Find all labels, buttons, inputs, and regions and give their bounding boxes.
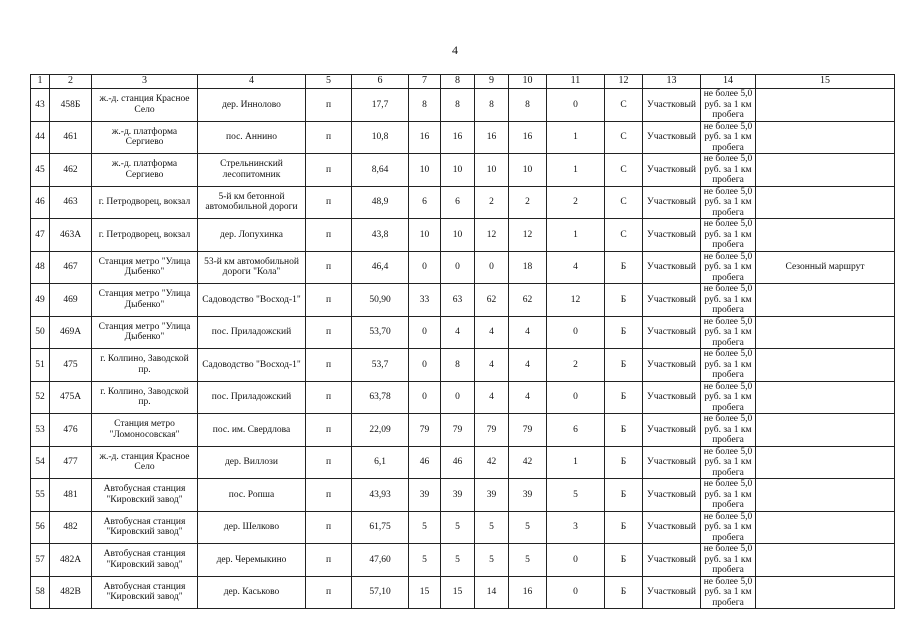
column-8-cell: 8 xyxy=(441,349,475,382)
tariff-cell: не более 5,0 руб. за 1 км пробега xyxy=(701,381,756,414)
routes-table xyxy=(30,74,895,609)
type-cell: п xyxy=(306,251,352,284)
table-row xyxy=(31,154,895,187)
column-10-cell: 2 xyxy=(509,186,547,219)
row-number-cell: 54 xyxy=(31,446,50,479)
route-number-cell: 469А xyxy=(50,316,92,349)
start-point-cell: г. Колпино, Заводской пр. xyxy=(92,381,198,414)
route-number-cell: 475А xyxy=(50,381,92,414)
table-row xyxy=(31,381,895,414)
note-cell xyxy=(756,414,895,447)
column-9-cell: 5 xyxy=(475,544,509,577)
route-number-cell: 476 xyxy=(50,414,92,447)
tariff-cell: не более 5,0 руб. за 1 км пробега xyxy=(701,154,756,187)
note-cell xyxy=(756,284,895,317)
column-7-cell: 16 xyxy=(409,121,441,154)
column-8-cell: 4 xyxy=(441,316,475,349)
length-cell: 8,64 xyxy=(352,154,409,187)
column-10-cell: 18 xyxy=(509,251,547,284)
start-point-cell: Станция метро "Улица Дыбенко" xyxy=(92,284,198,317)
column-8-cell: 15 xyxy=(441,576,475,609)
route-number-cell: 461 xyxy=(50,121,92,154)
note-cell xyxy=(756,576,895,609)
class-cell: Б xyxy=(605,316,643,349)
route-number-cell: 482 xyxy=(50,511,92,544)
type-cell: п xyxy=(306,154,352,187)
route-kind-cell: Участковый xyxy=(643,576,701,609)
note-cell xyxy=(756,479,895,512)
length-cell: 57,10 xyxy=(352,576,409,609)
table-row xyxy=(31,479,895,512)
note-cell xyxy=(756,544,895,577)
length-cell: 22,09 xyxy=(352,414,409,447)
tariff-cell: не более 5,0 руб. за 1 км пробега xyxy=(701,479,756,512)
column-9-cell: 10 xyxy=(475,154,509,187)
header-row xyxy=(31,75,895,89)
column-7-cell: 33 xyxy=(409,284,441,317)
column-11-cell: 1 xyxy=(547,121,605,154)
type-cell: п xyxy=(306,219,352,252)
type-cell: п xyxy=(306,121,352,154)
header-cell: 13 xyxy=(643,75,701,89)
tariff-cell: не более 5,0 руб. за 1 км пробега xyxy=(701,544,756,577)
column-8-cell: 39 xyxy=(441,479,475,512)
row-number-cell: 51 xyxy=(31,349,50,382)
length-cell: 17,7 xyxy=(352,89,409,122)
type-cell: п xyxy=(306,544,352,577)
column-7-cell: 5 xyxy=(409,511,441,544)
length-cell: 6,1 xyxy=(352,446,409,479)
column-8-cell: 0 xyxy=(441,251,475,284)
header-cell: 4 xyxy=(198,75,306,89)
row-number-cell: 52 xyxy=(31,381,50,414)
class-cell: Б xyxy=(605,381,643,414)
end-point-cell: дер. Виллози xyxy=(198,446,306,479)
row-number-cell: 44 xyxy=(31,121,50,154)
route-number-cell: 469 xyxy=(50,284,92,317)
column-10-cell: 42 xyxy=(509,446,547,479)
row-number-cell: 49 xyxy=(31,284,50,317)
end-point-cell: Садоводство "Восход-1" xyxy=(198,349,306,382)
class-cell: С xyxy=(605,154,643,187)
start-point-cell: Автобусная станция "Кировский завод" xyxy=(92,576,198,609)
route-number-cell: 458Б xyxy=(50,89,92,122)
column-9-cell: 39 xyxy=(475,479,509,512)
end-point-cell: Стрельнинский лесопитомник xyxy=(198,154,306,187)
start-point-cell: Станция метро "Улица Дыбенко" xyxy=(92,251,198,284)
column-11-cell: 4 xyxy=(547,251,605,284)
header-cell: 8 xyxy=(441,75,475,89)
route-number-cell: 475 xyxy=(50,349,92,382)
route-kind-cell: Участковый xyxy=(643,511,701,544)
end-point-cell: 5-й км бетонной автомобильной дороги xyxy=(198,186,306,219)
route-number-cell: 482В xyxy=(50,576,92,609)
column-7-cell: 10 xyxy=(409,219,441,252)
row-number-cell: 56 xyxy=(31,511,50,544)
column-10-cell: 4 xyxy=(509,316,547,349)
row-number-cell: 50 xyxy=(31,316,50,349)
start-point-cell: ж.-д. платформа Сергиево xyxy=(92,154,198,187)
route-kind-cell: Участковый xyxy=(643,414,701,447)
column-9-cell: 79 xyxy=(475,414,509,447)
header-cell: 2 xyxy=(50,75,92,89)
note-cell xyxy=(756,89,895,122)
table-row xyxy=(31,511,895,544)
note-cell xyxy=(756,186,895,219)
length-cell: 43,8 xyxy=(352,219,409,252)
column-10-cell: 16 xyxy=(509,576,547,609)
header-cell: 10 xyxy=(509,75,547,89)
tariff-cell: не более 5,0 руб. за 1 км пробега xyxy=(701,511,756,544)
column-11-cell: 1 xyxy=(547,154,605,187)
column-8-cell: 5 xyxy=(441,511,475,544)
column-11-cell: 2 xyxy=(547,186,605,219)
page-number: 4 xyxy=(452,43,458,57)
column-9-cell: 4 xyxy=(475,381,509,414)
table-row xyxy=(31,576,895,609)
route-kind-cell: Участковый xyxy=(643,316,701,349)
route-kind-cell: Участковый xyxy=(643,251,701,284)
class-cell: Б xyxy=(605,284,643,317)
route-kind-cell: Участковый xyxy=(643,186,701,219)
table-row xyxy=(31,446,895,479)
length-cell: 47,60 xyxy=(352,544,409,577)
route-kind-cell: Участковый xyxy=(643,284,701,317)
row-number-cell: 55 xyxy=(31,479,50,512)
header-cell: 6 xyxy=(352,75,409,89)
column-8-cell: 16 xyxy=(441,121,475,154)
end-point-cell: дер. Шелково xyxy=(198,511,306,544)
class-cell: С xyxy=(605,89,643,122)
header-cell: 7 xyxy=(409,75,441,89)
length-cell: 61,75 xyxy=(352,511,409,544)
table-row xyxy=(31,251,895,284)
length-cell: 46,4 xyxy=(352,251,409,284)
class-cell: С xyxy=(605,121,643,154)
route-kind-cell: Участковый xyxy=(643,381,701,414)
column-11-cell: 1 xyxy=(547,446,605,479)
end-point-cell: пос. Аннино xyxy=(198,121,306,154)
column-11-cell: 0 xyxy=(547,576,605,609)
header-cell: 3 xyxy=(92,75,198,89)
end-point-cell: дер. Каськово xyxy=(198,576,306,609)
column-10-cell: 62 xyxy=(509,284,547,317)
column-10-cell: 8 xyxy=(509,89,547,122)
end-point-cell: пос. Приладожский xyxy=(198,381,306,414)
tariff-cell: не более 5,0 руб. за 1 км пробега xyxy=(701,284,756,317)
column-10-cell: 39 xyxy=(509,479,547,512)
start-point-cell: Автобусная станция "Кировский завод" xyxy=(92,511,198,544)
column-9-cell: 12 xyxy=(475,219,509,252)
row-number-cell: 43 xyxy=(31,89,50,122)
end-point-cell: Садоводство "Восход-1" xyxy=(198,284,306,317)
column-11-cell: 6 xyxy=(547,414,605,447)
route-number-cell: 467 xyxy=(50,251,92,284)
tariff-cell: не более 5,0 руб. за 1 км пробега xyxy=(701,576,756,609)
route-kind-cell: Участковый xyxy=(643,544,701,577)
table-row xyxy=(31,121,895,154)
column-7-cell: 46 xyxy=(409,446,441,479)
column-9-cell: 62 xyxy=(475,284,509,317)
column-10-cell: 4 xyxy=(509,349,547,382)
column-9-cell: 4 xyxy=(475,316,509,349)
column-10-cell: 5 xyxy=(509,511,547,544)
end-point-cell: дер. Лопухинка xyxy=(198,219,306,252)
class-cell: Б xyxy=(605,251,643,284)
note-cell xyxy=(756,446,895,479)
note-cell xyxy=(756,154,895,187)
class-cell: Б xyxy=(605,349,643,382)
start-point-cell: ж.-д. станция Красное Село xyxy=(92,89,198,122)
route-number-cell: 481 xyxy=(50,479,92,512)
column-7-cell: 15 xyxy=(409,576,441,609)
table-row xyxy=(31,349,895,382)
column-9-cell: 16 xyxy=(475,121,509,154)
column-9-cell: 5 xyxy=(475,511,509,544)
length-cell: 53,7 xyxy=(352,349,409,382)
route-kind-cell: Участковый xyxy=(643,219,701,252)
type-cell: п xyxy=(306,511,352,544)
column-9-cell: 14 xyxy=(475,576,509,609)
column-7-cell: 39 xyxy=(409,479,441,512)
column-7-cell: 6 xyxy=(409,186,441,219)
column-11-cell: 0 xyxy=(547,381,605,414)
type-cell: п xyxy=(306,316,352,349)
column-8-cell: 10 xyxy=(441,219,475,252)
table-row xyxy=(31,219,895,252)
note-cell: Сезонный маршрут xyxy=(756,251,895,284)
end-point-cell: дер. Черемыкино xyxy=(198,544,306,577)
route-number-cell: 477 xyxy=(50,446,92,479)
start-point-cell: Станция метро "Ломоносовская" xyxy=(92,414,198,447)
column-7-cell: 0 xyxy=(409,381,441,414)
header-cell: 5 xyxy=(306,75,352,89)
type-cell: п xyxy=(306,284,352,317)
column-9-cell: 0 xyxy=(475,251,509,284)
class-cell: Б xyxy=(605,414,643,447)
column-10-cell: 79 xyxy=(509,414,547,447)
column-11-cell: 2 xyxy=(547,349,605,382)
column-11-cell: 0 xyxy=(547,316,605,349)
note-cell xyxy=(756,511,895,544)
column-7-cell: 8 xyxy=(409,89,441,122)
table-row xyxy=(31,414,895,447)
row-number-cell: 47 xyxy=(31,219,50,252)
class-cell: Б xyxy=(605,576,643,609)
route-kind-cell: Участковый xyxy=(643,154,701,187)
column-11-cell: 5 xyxy=(547,479,605,512)
row-number-cell: 48 xyxy=(31,251,50,284)
header-cell: 12 xyxy=(605,75,643,89)
column-7-cell: 10 xyxy=(409,154,441,187)
column-10-cell: 4 xyxy=(509,381,547,414)
header-cell: 11 xyxy=(547,75,605,89)
route-kind-cell: Участковый xyxy=(643,479,701,512)
tariff-cell: не более 5,0 руб. за 1 км пробега xyxy=(701,414,756,447)
column-11-cell: 3 xyxy=(547,511,605,544)
end-point-cell: пос. Ропша xyxy=(198,479,306,512)
class-cell: Б xyxy=(605,446,643,479)
class-cell: Б xyxy=(605,511,643,544)
start-point-cell: ж.-д. платформа Сергиево xyxy=(92,121,198,154)
column-10-cell: 5 xyxy=(509,544,547,577)
note-cell xyxy=(756,219,895,252)
note-cell xyxy=(756,349,895,382)
table-row xyxy=(31,186,895,219)
route-kind-cell: Участковый xyxy=(643,89,701,122)
end-point-cell: пос. им. Свердлова xyxy=(198,414,306,447)
start-point-cell: г. Колпино, Заводской пр. xyxy=(92,349,198,382)
column-7-cell: 0 xyxy=(409,316,441,349)
column-7-cell: 5 xyxy=(409,544,441,577)
row-number-cell: 45 xyxy=(31,154,50,187)
route-kind-cell: Участковый xyxy=(643,349,701,382)
table-body xyxy=(31,89,895,609)
route-number-cell: 463А xyxy=(50,219,92,252)
table-row xyxy=(31,544,895,577)
column-9-cell: 42 xyxy=(475,446,509,479)
column-11-cell: 12 xyxy=(547,284,605,317)
table-row xyxy=(31,89,895,122)
column-11-cell: 1 xyxy=(547,219,605,252)
table-row xyxy=(31,316,895,349)
length-cell: 10,8 xyxy=(352,121,409,154)
route-number-cell: 462 xyxy=(50,154,92,187)
tariff-cell: не более 5,0 руб. за 1 км пробега xyxy=(701,251,756,284)
class-cell: Б xyxy=(605,544,643,577)
header-cell: 1 xyxy=(31,75,50,89)
type-cell: п xyxy=(306,446,352,479)
end-point-cell: дер. Иннолово xyxy=(198,89,306,122)
tariff-cell: не более 5,0 руб. за 1 км пробега xyxy=(701,446,756,479)
note-cell xyxy=(756,121,895,154)
column-8-cell: 79 xyxy=(441,414,475,447)
length-cell: 48,9 xyxy=(352,186,409,219)
column-7-cell: 0 xyxy=(409,349,441,382)
type-cell: п xyxy=(306,89,352,122)
table-row xyxy=(31,284,895,317)
start-point-cell: Автобусная станция "Кировский завод" xyxy=(92,544,198,577)
note-cell xyxy=(756,381,895,414)
column-8-cell: 0 xyxy=(441,381,475,414)
start-point-cell: г. Петродворец, вокзал xyxy=(92,186,198,219)
route-number-cell: 482А xyxy=(50,544,92,577)
start-point-cell: Автобусная станция "Кировский завод" xyxy=(92,479,198,512)
start-point-cell: г. Петродворец, вокзал xyxy=(92,219,198,252)
type-cell: п xyxy=(306,349,352,382)
column-9-cell: 4 xyxy=(475,349,509,382)
header-cell: 15 xyxy=(756,75,895,89)
row-number-cell: 46 xyxy=(31,186,50,219)
column-8-cell: 5 xyxy=(441,544,475,577)
column-10-cell: 10 xyxy=(509,154,547,187)
class-cell: С xyxy=(605,219,643,252)
header-cell: 14 xyxy=(701,75,756,89)
header-cell: 9 xyxy=(475,75,509,89)
class-cell: С xyxy=(605,186,643,219)
column-10-cell: 12 xyxy=(509,219,547,252)
tariff-cell: не более 5,0 руб. за 1 км пробега xyxy=(701,219,756,252)
note-cell xyxy=(756,316,895,349)
tariff-cell: не более 5,0 руб. за 1 км пробега xyxy=(701,316,756,349)
tariff-cell: не более 5,0 руб. за 1 км пробега xyxy=(701,186,756,219)
column-8-cell: 46 xyxy=(441,446,475,479)
column-11-cell: 0 xyxy=(547,89,605,122)
type-cell: п xyxy=(306,576,352,609)
type-cell: п xyxy=(306,479,352,512)
type-cell: п xyxy=(306,414,352,447)
row-number-cell: 57 xyxy=(31,544,50,577)
column-8-cell: 8 xyxy=(441,89,475,122)
column-10-cell: 16 xyxy=(509,121,547,154)
tariff-cell: не более 5,0 руб. за 1 км пробега xyxy=(701,89,756,122)
length-cell: 50,90 xyxy=(352,284,409,317)
length-cell: 43,93 xyxy=(352,479,409,512)
column-9-cell: 8 xyxy=(475,89,509,122)
length-cell: 63,78 xyxy=(352,381,409,414)
tariff-cell: не более 5,0 руб. за 1 км пробега xyxy=(701,121,756,154)
start-point-cell: Станция метро "Улица Дыбенко" xyxy=(92,316,198,349)
start-point-cell: ж.-д. станция Красное Село xyxy=(92,446,198,479)
column-11-cell: 0 xyxy=(547,544,605,577)
column-8-cell: 6 xyxy=(441,186,475,219)
column-7-cell: 0 xyxy=(409,251,441,284)
end-point-cell: пос. Приладожский xyxy=(198,316,306,349)
row-number-cell: 58 xyxy=(31,576,50,609)
column-7-cell: 79 xyxy=(409,414,441,447)
type-cell: п xyxy=(306,381,352,414)
route-number-cell: 463 xyxy=(50,186,92,219)
column-8-cell: 63 xyxy=(441,284,475,317)
tariff-cell: не более 5,0 руб. за 1 км пробега xyxy=(701,349,756,382)
type-cell: п xyxy=(306,186,352,219)
column-8-cell: 10 xyxy=(441,154,475,187)
column-9-cell: 2 xyxy=(475,186,509,219)
route-kind-cell: Участковый xyxy=(643,446,701,479)
length-cell: 53,70 xyxy=(352,316,409,349)
row-number-cell: 53 xyxy=(31,414,50,447)
class-cell: Б xyxy=(605,479,643,512)
route-kind-cell: Участковый xyxy=(643,121,701,154)
end-point-cell: 53-й км автомобильной дороги "Кола" xyxy=(198,251,306,284)
